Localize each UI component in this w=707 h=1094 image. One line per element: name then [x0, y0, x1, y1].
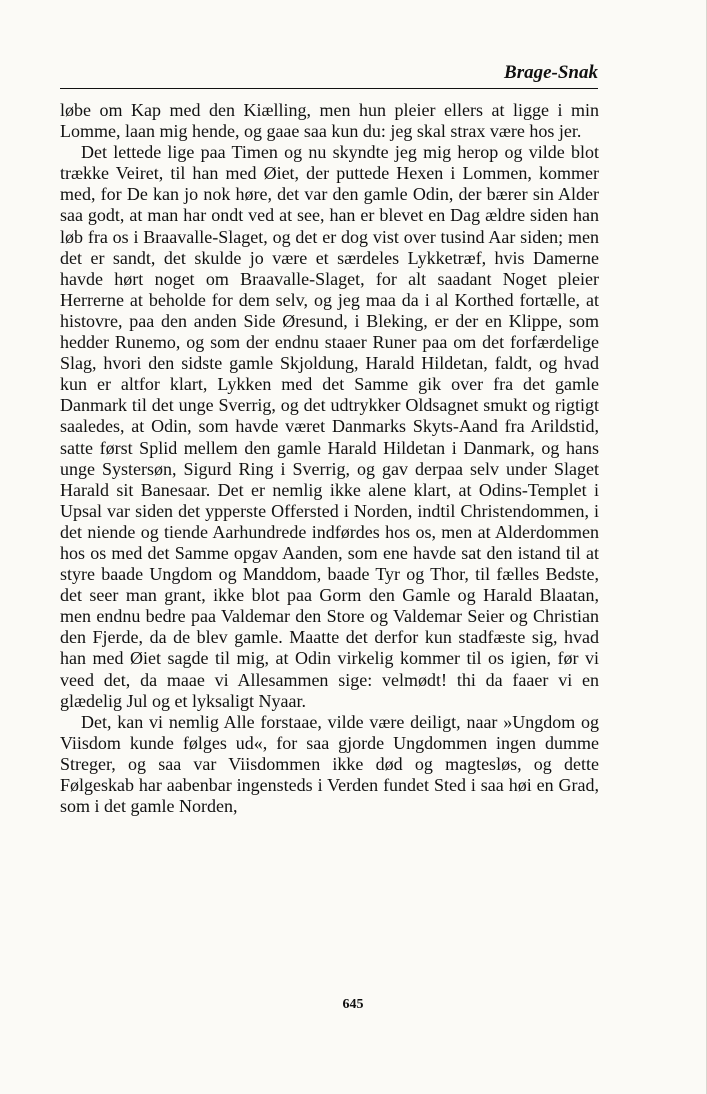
page-number: 645: [342, 997, 364, 1012]
running-head-title: Brage-Snak: [504, 62, 598, 83]
body-text: [60, 100, 599, 817]
paragraph-continued: løbe om Kap med den Kiælling, men hun pleier ellers at ligge i min Lomme, laan mig hende, og gaae saa kun du: jeg skal strax være hos jer.: [60, 100, 599, 142]
header-rule: [60, 88, 598, 89]
paragraph: Det lettede lige paa Timen og nu skyndte jeg mig herop og vilde blot trække Veiret, til han med Øiet, der puttede Hexen i Lommen, kommer med, for De kan jo nok høre, det var den gamle Odin, der bærer sin Alder saa godt, at man har ondt ved at see, han er blevet en Dag ældre siden han løb fra os i Braavalle-Slaget, og det er dog vist over tusind Aar siden; men det er sandt, det skulde jo være et særdeles Lykketræf, hvis Damerne havde hørt noget om Braavalle-Slaget, for alt saadant Noget pleier Herrerne at beholde for dem selv, og jeg maa da i al Korthed fortælle, at histovre, paa den anden Side Øresund, i Bleking, er der en Klippe, som hedder Runemo, og som der endnu staaer Runer paa om det forfærdelige Slag, hvori den sidste gamle Skjoldung, Harald Hildetan, faldt, og hvad kun er altfor klart, Lykken med det Samme gik over fra det gamle Danmark til det unge Sverrig, og det udtrykker Oldsagnet smukt og rigtigt saaledes, at Odin, som havde været Danmarks Skyts-Aand fra Arildstid, satte først Splid mellem den gamle Harald Hildetan i Danmark, og hans unge Systersøn, Sigurd Ring i Sverrig, og gav derpaa selv under Slaget Harald sit Banesaar. Det er nemlig ikke alene klart, at Odins-Templet i Upsal var siden det ypperste Offersted i Norden, indtil Christendommen, i det niende og tiende Aarhundrede indførdes hos os, men at Alderdommen hos os med det Samme opgav Aanden, som ene havde sat den istand til at styre baade Ungdom og Manddom, baade Tyr og Thor, til fælles Bedste, det seer man grant, ikke blot paa Gorm den Gamle og Harald Blaatan, men endnu bedre paa Valdemar den Store og Valdemar Seier og Christian den Fjerde, da de blev gamle. Maatte det derfor kun stadfæste sig, hvad han med Øiet sagde til mig, at Odin virkelig kommer til os igien, før vi veed det, da maae vi Allesammen sige: velmødt! thi da faaer vi en glædelig Jul og et lyksaligt Nyaar.: [60, 142, 599, 711]
paragraph: Det, kan vi nemlig Alle forstaae, vilde være deiligt, naar »Ungdom og Viisdom kunde følges ud«, for saa gjorde Ungdommen ingen dumme Streger, og saa var Viisdommen ikke død og magtesløs, og dette Følgeskab har aabenbar ingensteds i Verden fundet Sted i saa høi en Grad, som i det gamle Norden,: [60, 711, 599, 817]
